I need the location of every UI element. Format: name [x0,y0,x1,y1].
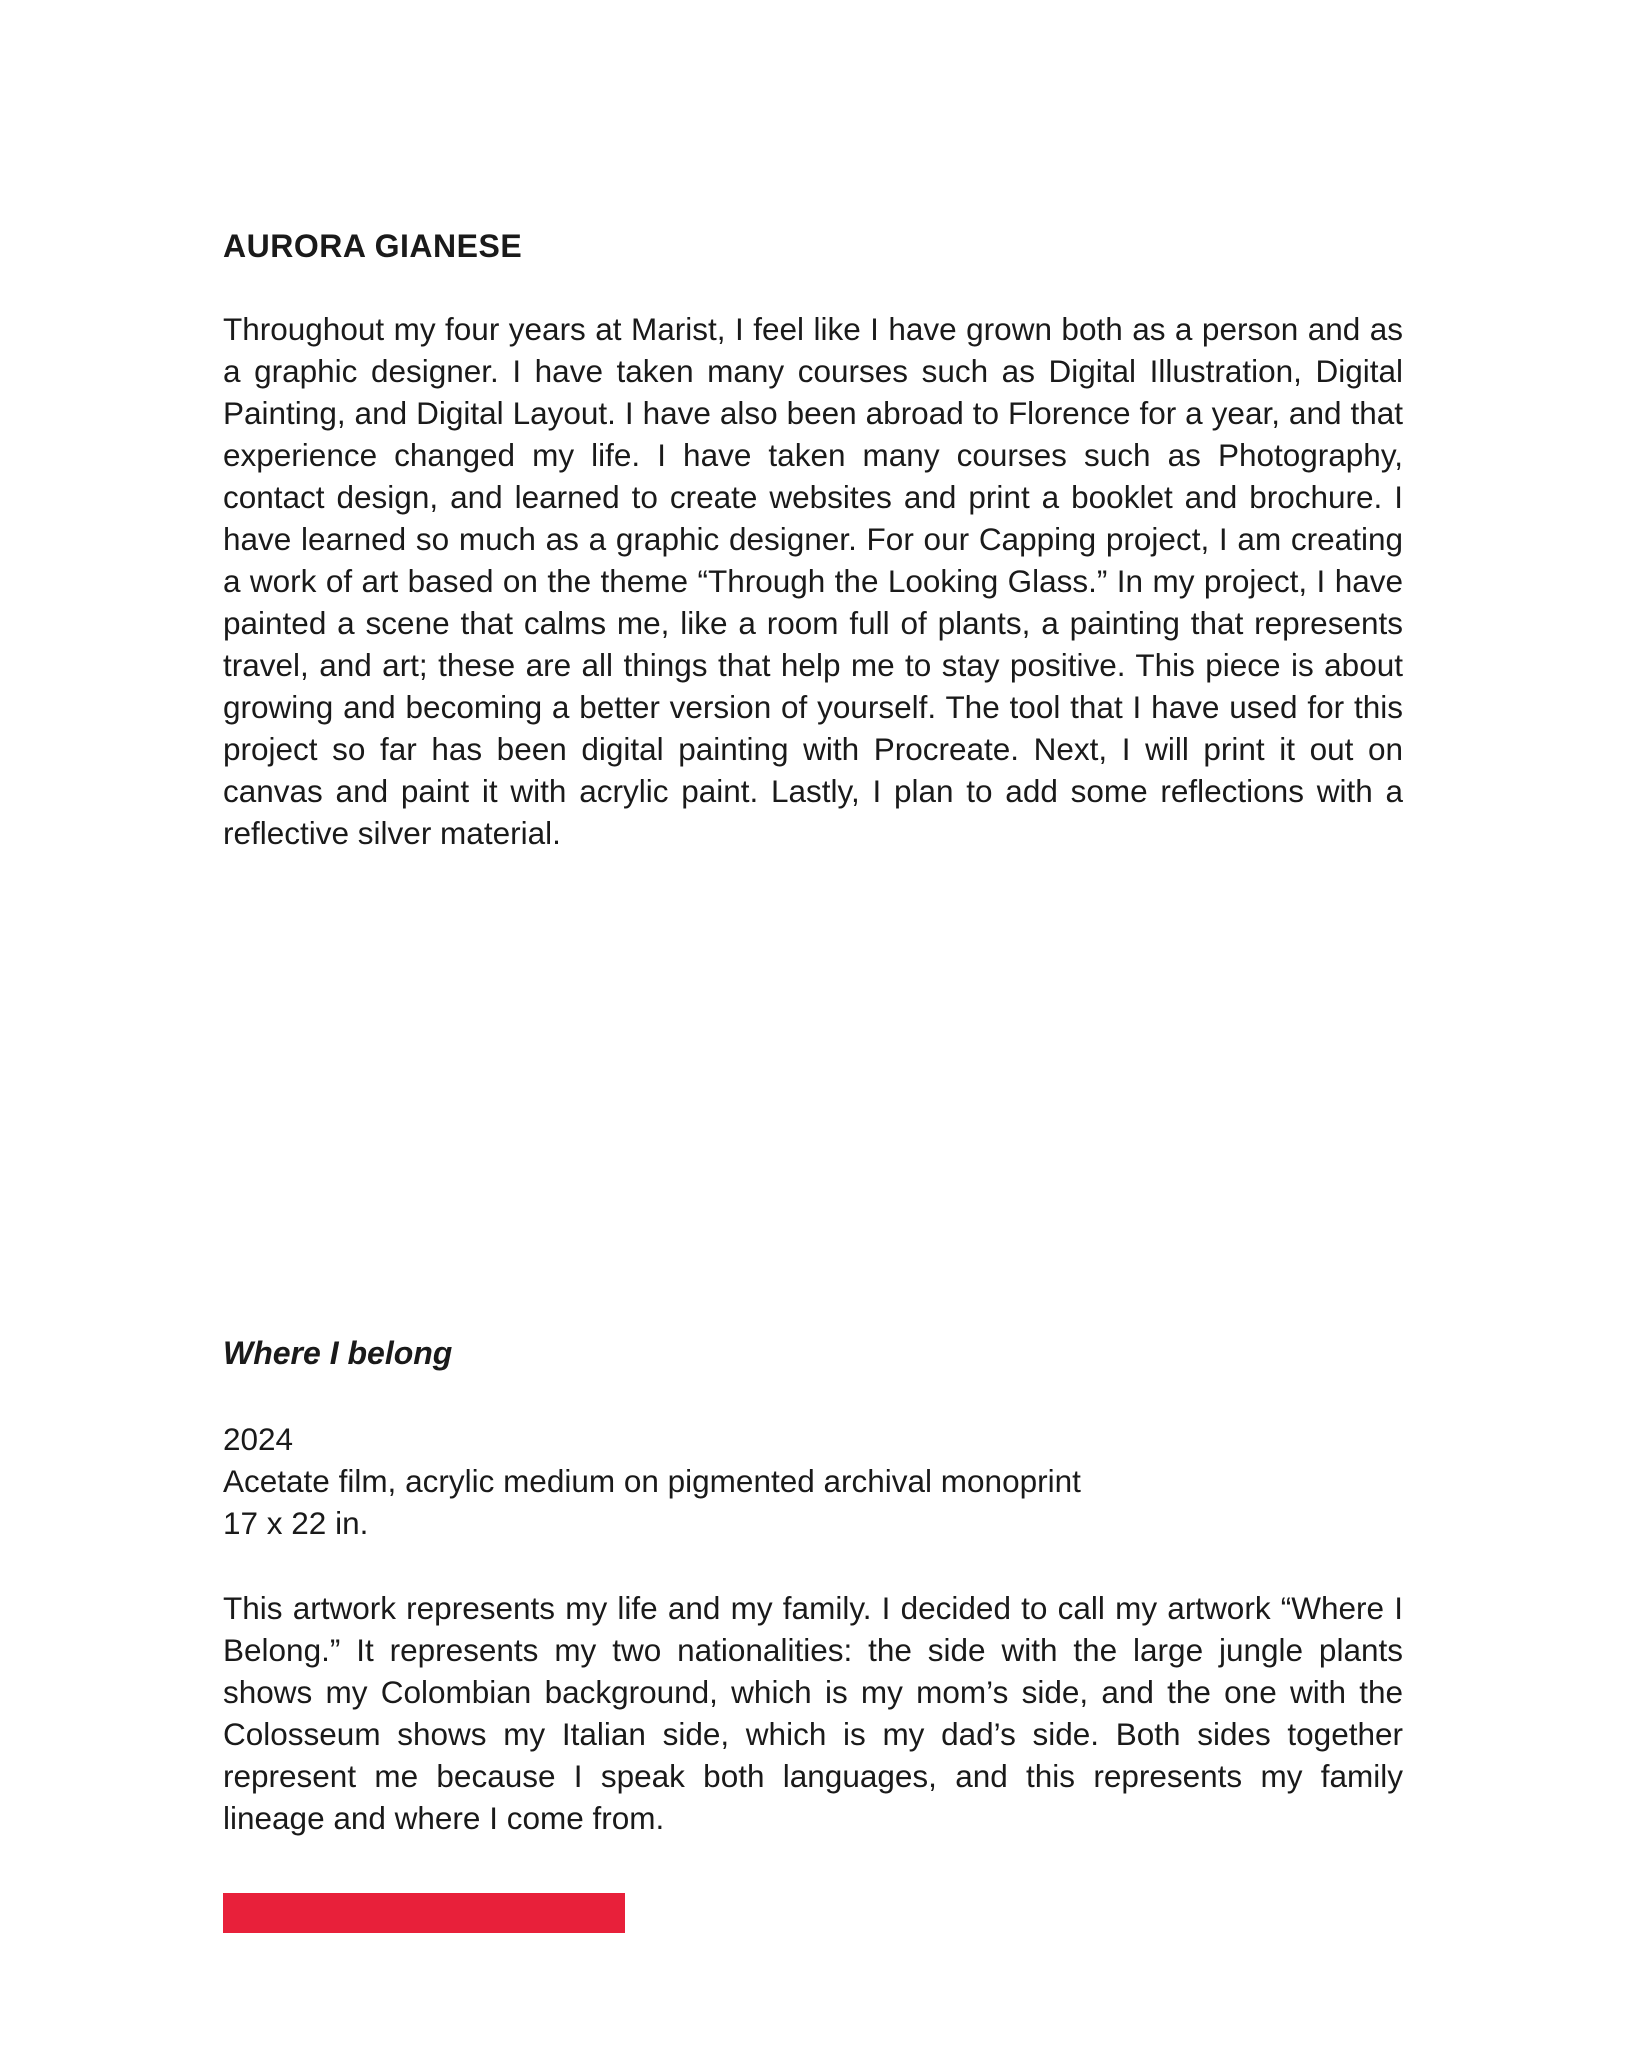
artwork-year: 2024 [223,1421,294,1457]
artwork-dimensions: 17 x 22 in. [223,1505,369,1541]
artist-name-heading: AURORA GIANESE [223,228,523,264]
artwork-description-paragraph: This artwork represents my life and my family. I decided to call my artwork “Where I Belong.” It represents my two nationalities: the side with the large jungle plants shows my Colombian background, which is my mom’s side, and the one with the Colosseum shows my Italian side, which is my dad’s side. Both sides together represent me because I speak both languages, and this represents my family lineage and where I come from. [223,1590,1403,1836]
artwork-medium: Acetate film, acrylic medium on pigmented archival monoprint [223,1463,1081,1499]
artwork-title: Where I belong [223,1335,453,1371]
red-accent-bar [223,1893,625,1933]
artist-statement-paragraph: Throughout my four years at Marist, I feel like I have grown both as a person and as a graphic designer. I have taken many courses such as Digital Illustration, Digital Painting, and Digital Layout. I have also been abroad to Florence for a year, and that experience changed my life. I have taken many courses such as Photography, contact design, and learned to create websites and print a booklet and brochure. I have learned so much as a graphic designer. For our Capping project, I am creating a work of art based on the theme “Through the Looking Glass.” In my project, I have painted a scene that calms me, like a room full of plants, a painting that represents travel, and art; these are all things that help me to stay positive. This piece is about growing and becoming a better version of yourself. The tool that I have used for this project so far has been digital painting with Procreate. Next, I will print it out on canvas and paint it with acrylic paint. Lastly, I plan to add some reflections with a reflective silver material. [223,311,1403,851]
artwork-metadata [223,1418,1403,1544]
